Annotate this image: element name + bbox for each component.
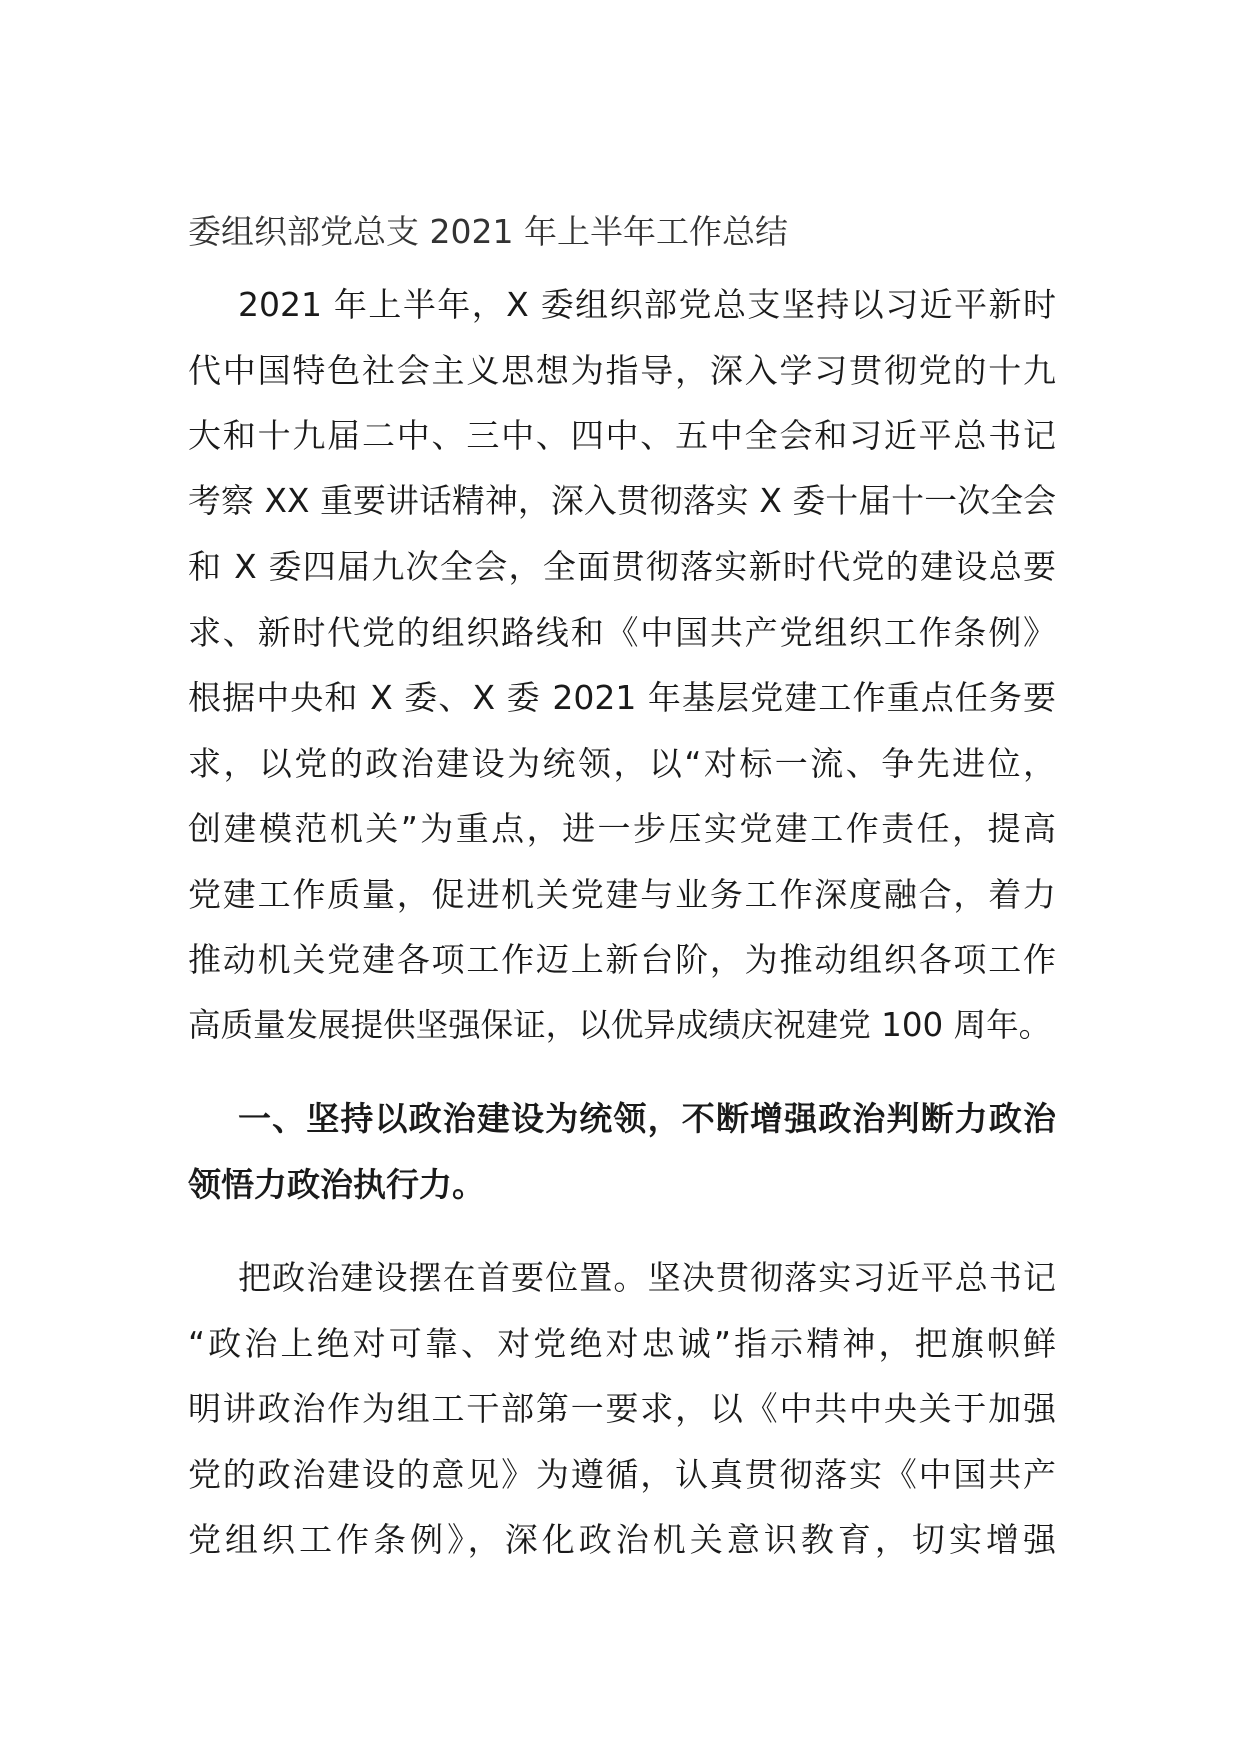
text-line: “政治上绝对可靠、对党绝对忠诚”指示精神，把旗帜鲜 (188, 1323, 1056, 1363)
text-line: 大和十九届二中、三中、四中、五中全会和习近平总书记 (188, 416, 1056, 455)
text-line: 求，以党的政治建设为统领，以“对标一流、争先进位， (188, 743, 1056, 783)
document-title: 委组织部党总支 2021 年上半年工作总结 (188, 212, 788, 251)
text-line: 党的政治建设的意见》为遵循，认真贯彻落实《中国共产 (188, 1454, 1056, 1494)
text-line: 和 X 委四届九次全会，全面贯彻落实新时代党的建设总要 (188, 547, 1056, 586)
text-line: 根据中央和 X 委、X 委 2021 年基层党建工作重点任务要 (188, 678, 1056, 717)
section-heading-1 (188, 1086, 1056, 1217)
text-line: 把政治建设摆在首要位置。坚决贯彻落实习近平总书记 (238, 1258, 1056, 1297)
text-line: 党建工作质量，促进机关党建与业务工作深度融合，着力 (188, 874, 1056, 914)
text-line: 代中国特色社会主义思想为指导，深入学习贯彻党的十九 (188, 350, 1056, 390)
heading-line: 一、坚持以政治建设为统领，不断增强政治判断力政治 (238, 1099, 1056, 1138)
paragraph-intro (188, 272, 1056, 1058)
text-line: 考察 XX 重要讲话精神，深入贯彻落实 X 委十届十一次全会 (188, 481, 1056, 520)
document-body (188, 200, 1056, 1601)
text-line: 党组织工作条例》，深化政治机关意识教育，切实增强 (188, 1520, 1056, 1559)
text-line: 2021 年上半年，X 委组织部党总支坚持以习近平新时 (238, 285, 1056, 324)
text-line: 高质量发展提供坚强保证，以优异成绩庆祝建党 100 周年。 (188, 1005, 1052, 1044)
text-line: 明讲政治作为组工干部第一要求，以《中共中央关于加强 (188, 1389, 1056, 1428)
text-line: 推动机关党建各项工作迈上新台阶，为推动组织各项工作 (188, 940, 1056, 979)
text-line: 创建模范机关”为重点，进一步压实党建工作责任，提高 (188, 809, 1056, 848)
text-line: 求、新时代党的组织路线和《中国共产党组织工作条例》 (188, 612, 1056, 652)
heading-line: 领悟力政治执行力。 (188, 1164, 485, 1204)
paragraph-section-1 (188, 1245, 1056, 1573)
